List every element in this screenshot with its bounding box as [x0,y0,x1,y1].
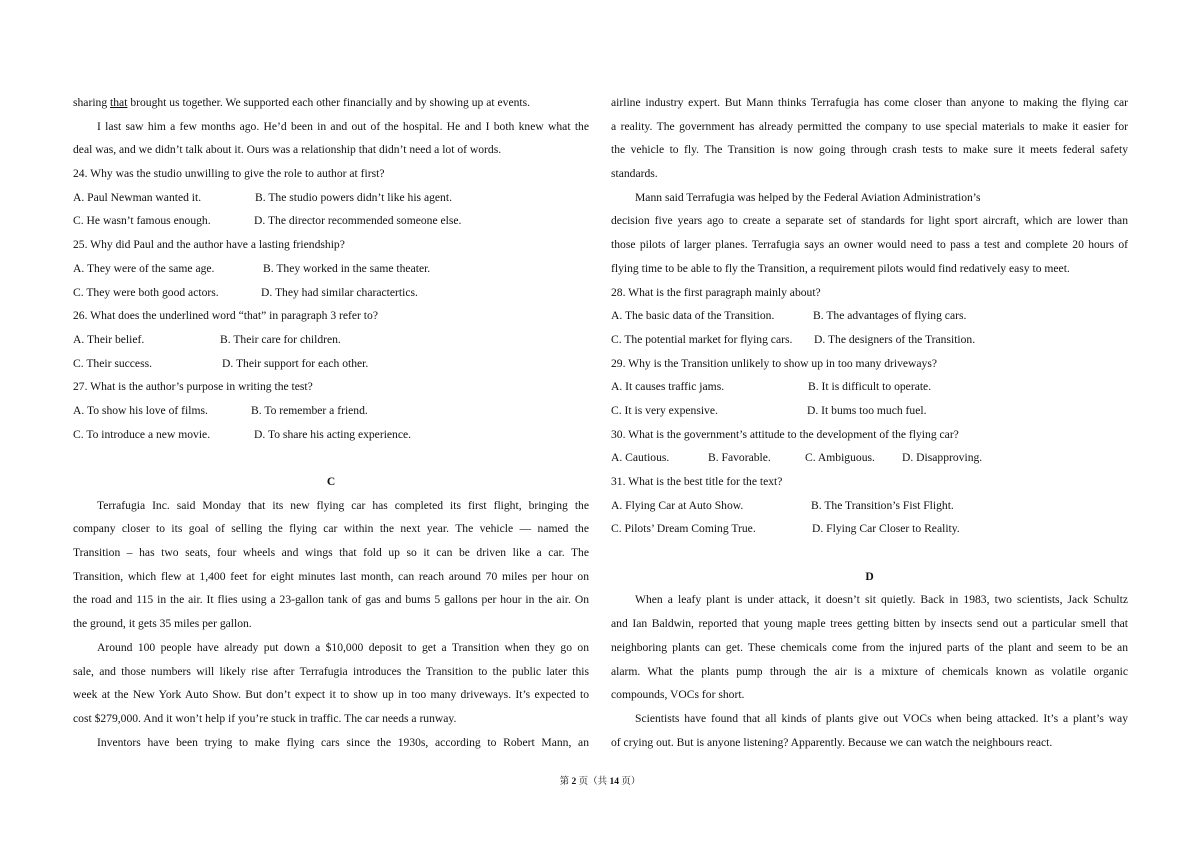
options-row [611,375,1128,399]
text-line: of crying out. But is anyone listening? Apparently. Because we can watch the neighbours react. [611,735,1053,749]
options-row [611,517,1128,541]
question-26: 26. What does the underlined word “that” in paragraph 3 refer to? [73,309,378,323]
text-line: Scientists have found that all kinds of plants give out VOCs when being attacked. It’s a plant’s way [635,711,1128,725]
option-a: A. The basic data of the Transition. [611,309,775,323]
question-30: 30. What is the government’s attitude to the development of the flying car? [611,427,959,441]
text-line: Terrafugia Inc. said Monday that its new flying car has completed its first flight, bringing the [97,498,589,512]
question-27: 27. What is the author’s purpose in writing the test? [73,380,313,394]
left-column [73,91,589,754]
text-line: alarm. What the plants pump through the air is a mixture of chemicals known as volatile organic [611,664,1128,678]
option-c: C. They were both good actors. [73,285,219,299]
text-line: compounds, VOCs for short. [611,688,745,702]
options-row [73,328,589,352]
page-number: 2 [571,777,577,787]
option-b: B. Favorable. [708,451,771,465]
option-b: B. To remember a friend. [251,403,368,417]
total-pages: 14 [609,777,619,787]
option-b: B. The advantages of flying cars. [813,309,967,323]
options-row [611,494,1128,518]
question-25: 25. Why did Paul and the author have a lasting friendship? [73,238,345,252]
question-24: 24. Why was the studio unwilling to give the role to author at first? [73,167,385,181]
question-29: 29. Why is the Transition unlikely to show up in too many driveways? [611,356,938,370]
options-row [73,423,589,447]
text-line: the ground, it gets 35 miles per gallon. [73,617,252,631]
text-line: company closer to its goal of selling the flying car within the next year. The vehicle — named the [73,522,589,536]
option-a: A. Their belief. [73,332,145,346]
option-a: A. Paul Newman wanted it. [73,190,202,204]
option-d: D. It bums too much fuel. [807,403,927,417]
text-line: the road and 115 in the air. It flies using a 23-gallon tank of gas and bums 5 gallons per hour in the air. On [73,593,589,607]
text-line: Transition – has two seats, four wheels and wings that fold up so it can be driven like a car. The [73,546,589,560]
text-line: Mann said Terrafugia was helped by the Federal Aviation Administration’s [635,190,981,204]
text-line: sale, and those numbers will likely rise after Terrafugia introduces the Transition to the public later this [73,664,589,678]
option-a: A. It causes traffic jams. [611,380,725,394]
option-d: D. They had similar charactertics. [261,285,418,299]
options-row [73,186,589,210]
text-line: deal was, and we didn’t talk about it. Ours was a relationship that didn’t need a lot of words. [73,143,502,157]
section-heading-c: C [326,475,336,488]
options-row [73,352,589,376]
option-d: D. Disapproving. [902,451,983,465]
option-c: C. Pilots’ Dream Coming True. [611,522,756,536]
option-d: D. To share his acting experience. [254,427,412,441]
option-c: C. The potential market for flying cars. [611,332,793,346]
question-31: 31. What is the best title for the text? [611,475,783,488]
option-c: C. To introduce a new movie. [73,427,211,441]
option-d: D. Flying Car Closer to Reality. [812,522,960,536]
text-line: a reality. The government has already permitted the company to use special materials to make it easier for [611,119,1128,133]
option-d: D. The director recommended someone else. [254,214,462,228]
text-line: Transition, which flew at 1,400 feet for eight minutes last month, can reach around 70 miles per hour on [73,569,589,583]
options-row [73,209,589,233]
page-footer: 第 2 页（共 14 页） [559,777,641,787]
underlined-word: that [110,96,128,109]
option-a: A. Cautious. [611,451,670,465]
option-a: A. Flying Car at Auto Show. [611,498,744,512]
option-c: C. Ambiguous. [805,451,875,465]
section-heading-d: D [865,569,874,583]
option-b: B. The studio powers didn’t like his agent. [255,190,452,204]
options-row [73,257,589,281]
text-line: sharing that brought us together. We supported each other financially and by showing up at events. [73,96,531,109]
option-a: A. They were of the same age. [73,261,215,275]
text-line: those pilots of larger planes. Terrafugia says an owner would need to pass a test and complete 20 hours of [611,238,1128,252]
options-row [73,281,589,305]
text-line: neighboring plants can get. These chemicals come from the injured parts of the plant and seem to be an [611,640,1128,654]
option-b: B. Their care for children. [220,332,341,346]
option-b: B. They worked in the same theater. [263,261,431,275]
option-d: D. Their support for each other. [222,356,369,370]
text-line: When a leafy plant is under attack, it doesn’t sit quietly. Back in 1983, two scientists, Jack Schultz [635,593,1128,607]
text-line: airline industry expert. But Mann thinks Terrafugia has come closer than anyone to making the flying car [611,96,1128,109]
right-column [611,91,1128,754]
text-line: cost $279,000. And it won’t help if you’re stuck in traffic. The car needs a runway. [73,711,457,725]
text-line: Inventors have been trying to make flying cars since the 1930s, according to Robert Mann, an [97,735,589,749]
text-line: flying time to be able to fly the Transition, a requirement pilots would find redatively easy to meet. [611,261,1070,275]
options-row [73,399,589,423]
options-row [611,304,1128,328]
option-c: C. Their success. [73,356,152,370]
option-b: B. The Transition’s Fist Flight. [811,498,954,512]
options-row [611,399,1128,423]
option-d: D. The designers of the Transition. [814,332,976,346]
option-b: B. It is difficult to operate. [808,380,932,394]
options-row [611,446,1128,470]
option-a: A. To show his love of films. [73,403,208,417]
question-28: 28. What is the first paragraph mainly about? [611,285,821,299]
options-row [611,328,1128,352]
text-line: week at the New York Auto Show. But don’t expect it to show up in too many driveways. It’s expected to [73,688,589,702]
text-line: I last saw him a few months ago. He’d been in and out of the hospital. He and I both knew what the [97,119,589,133]
option-c: C. It is very expensive. [611,403,718,417]
text-line: Around 100 people have already put down a $10,000 deposit to get a Transition when they go on [97,640,589,654]
text-line: and Ian Baldwin, reported that young maple trees getting bitten by insects send out a particular smell that [611,617,1128,631]
text-line: decision five years ago to create a separate set of standards for light sport aircraft, which are lower than [611,214,1128,228]
text-line: the vehicle to fly. The Transition is now going through crash tests to make sure it meets federal safety [611,143,1128,157]
text-line: standards. [611,167,658,181]
option-c: C. He wasn’t famous enough. [73,214,211,228]
